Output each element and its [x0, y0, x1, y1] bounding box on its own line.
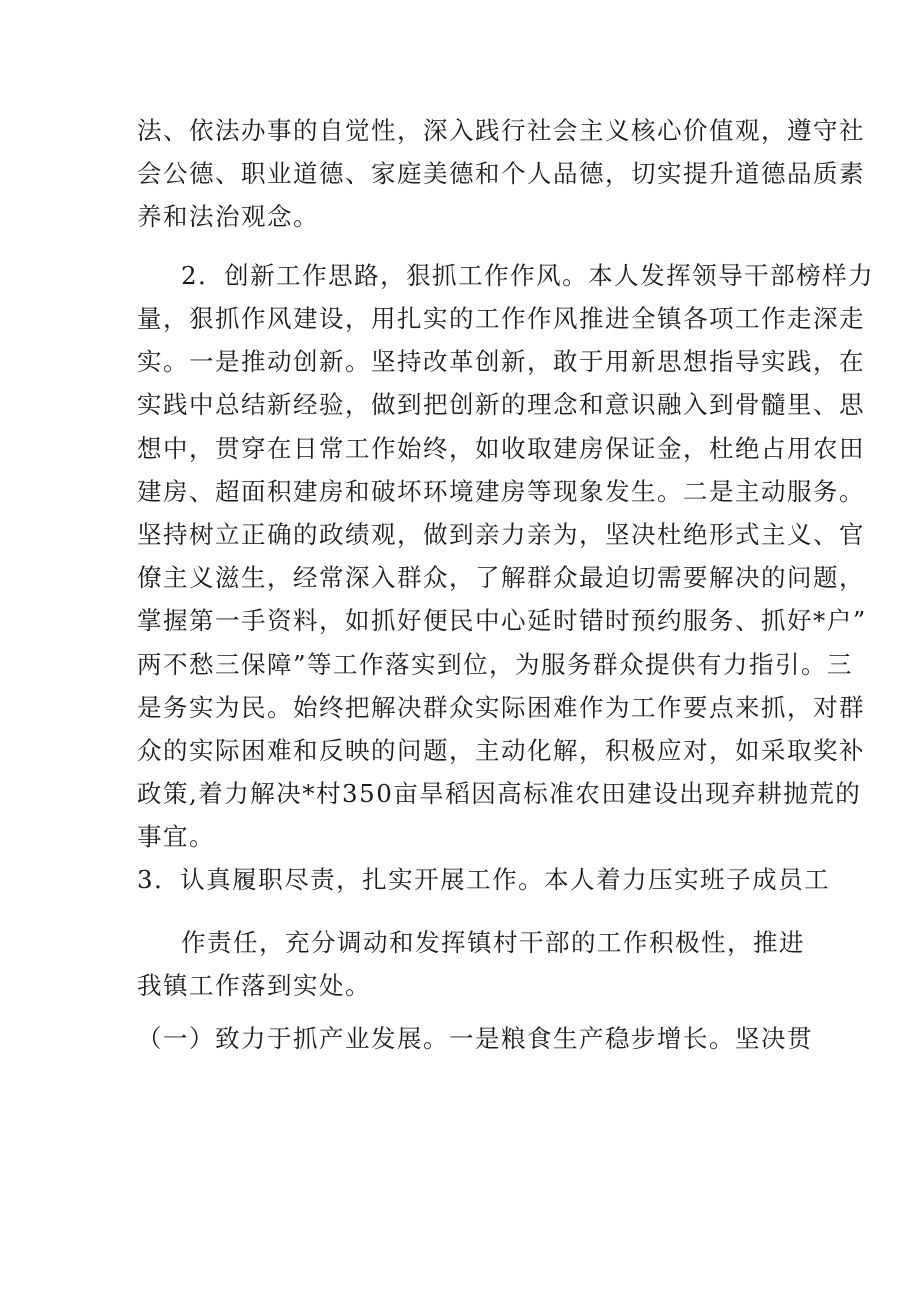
body-text-line: 建房、超面积建房和破坏环境建房等现象发生。二是主动服务。: [137, 477, 865, 506]
body-text-line: 3．认真履职尽责，扎实开展工作。本人着力压实班子成员工: [137, 865, 831, 894]
body-text-line: 众的实际困难和反映的问题，主动化解，积极应对，如采取奖补: [137, 736, 865, 765]
body-text-line: 掌握第一手资料，如抓好便民中心延时错时预约服务、抓好*户”: [137, 606, 867, 635]
body-text-line: 政策,着力解决*村350亩旱稻因高标准农田建设出现弃耕抛荒的: [137, 779, 862, 808]
body-text-line: 我镇工作落到实处。: [137, 971, 371, 1000]
body-text-line: 是务实为民。始终把解决群众实际困难作为工作要点来抓，对群: [137, 693, 865, 722]
section-heading-line: 作责任，充分调动和发挥镇村干部的工作积极性，推进: [181, 928, 805, 957]
body-text-line: 僚主义滋生，经常深入群众，了解群众最迫切需要解决的问题，: [137, 563, 865, 592]
body-text-line: 想中，贯穿在日常工作始终，如收取建房保证金，杜绝占用农田: [137, 434, 865, 463]
body-text-line: 法、依法办事的自觉性，深入践行社会主义核心价值观，遵守社: [137, 116, 865, 145]
section-heading-line: 2．创新工作思路，狠抓工作作风。本人发挥领导干部榜样力: [181, 261, 875, 290]
body-text-line: 坚持树立正确的政绩观，做到亲力亲为，坚决杜绝形式主义、官: [137, 520, 865, 549]
body-text-line: 会公德、职业道德、家庭美德和个人品德，切实提升道德品质素: [137, 159, 865, 188]
body-text-line: 实践中总结新经验，做到把创新的理念和意识融入到骨髓里、思: [137, 390, 865, 419]
body-text-line: 两不愁三保障”等工作落实到位，为服务群众提供有力指引。三: [137, 650, 854, 679]
body-text-line: 实。一是推动创新。坚持改革创新，敢于用新思想指导实践，在: [137, 347, 865, 376]
body-text-line: 量，狠抓作风建设，用扎实的工作作风推进全镇各项工作走深走: [137, 304, 865, 333]
body-text-line: 事宜。: [137, 822, 215, 851]
body-text-line: （一）致力于抓产业发展。一是粮食生产稳步增长。坚决贯: [137, 1024, 813, 1053]
body-text-line: 养和法治观念。: [137, 202, 319, 231]
